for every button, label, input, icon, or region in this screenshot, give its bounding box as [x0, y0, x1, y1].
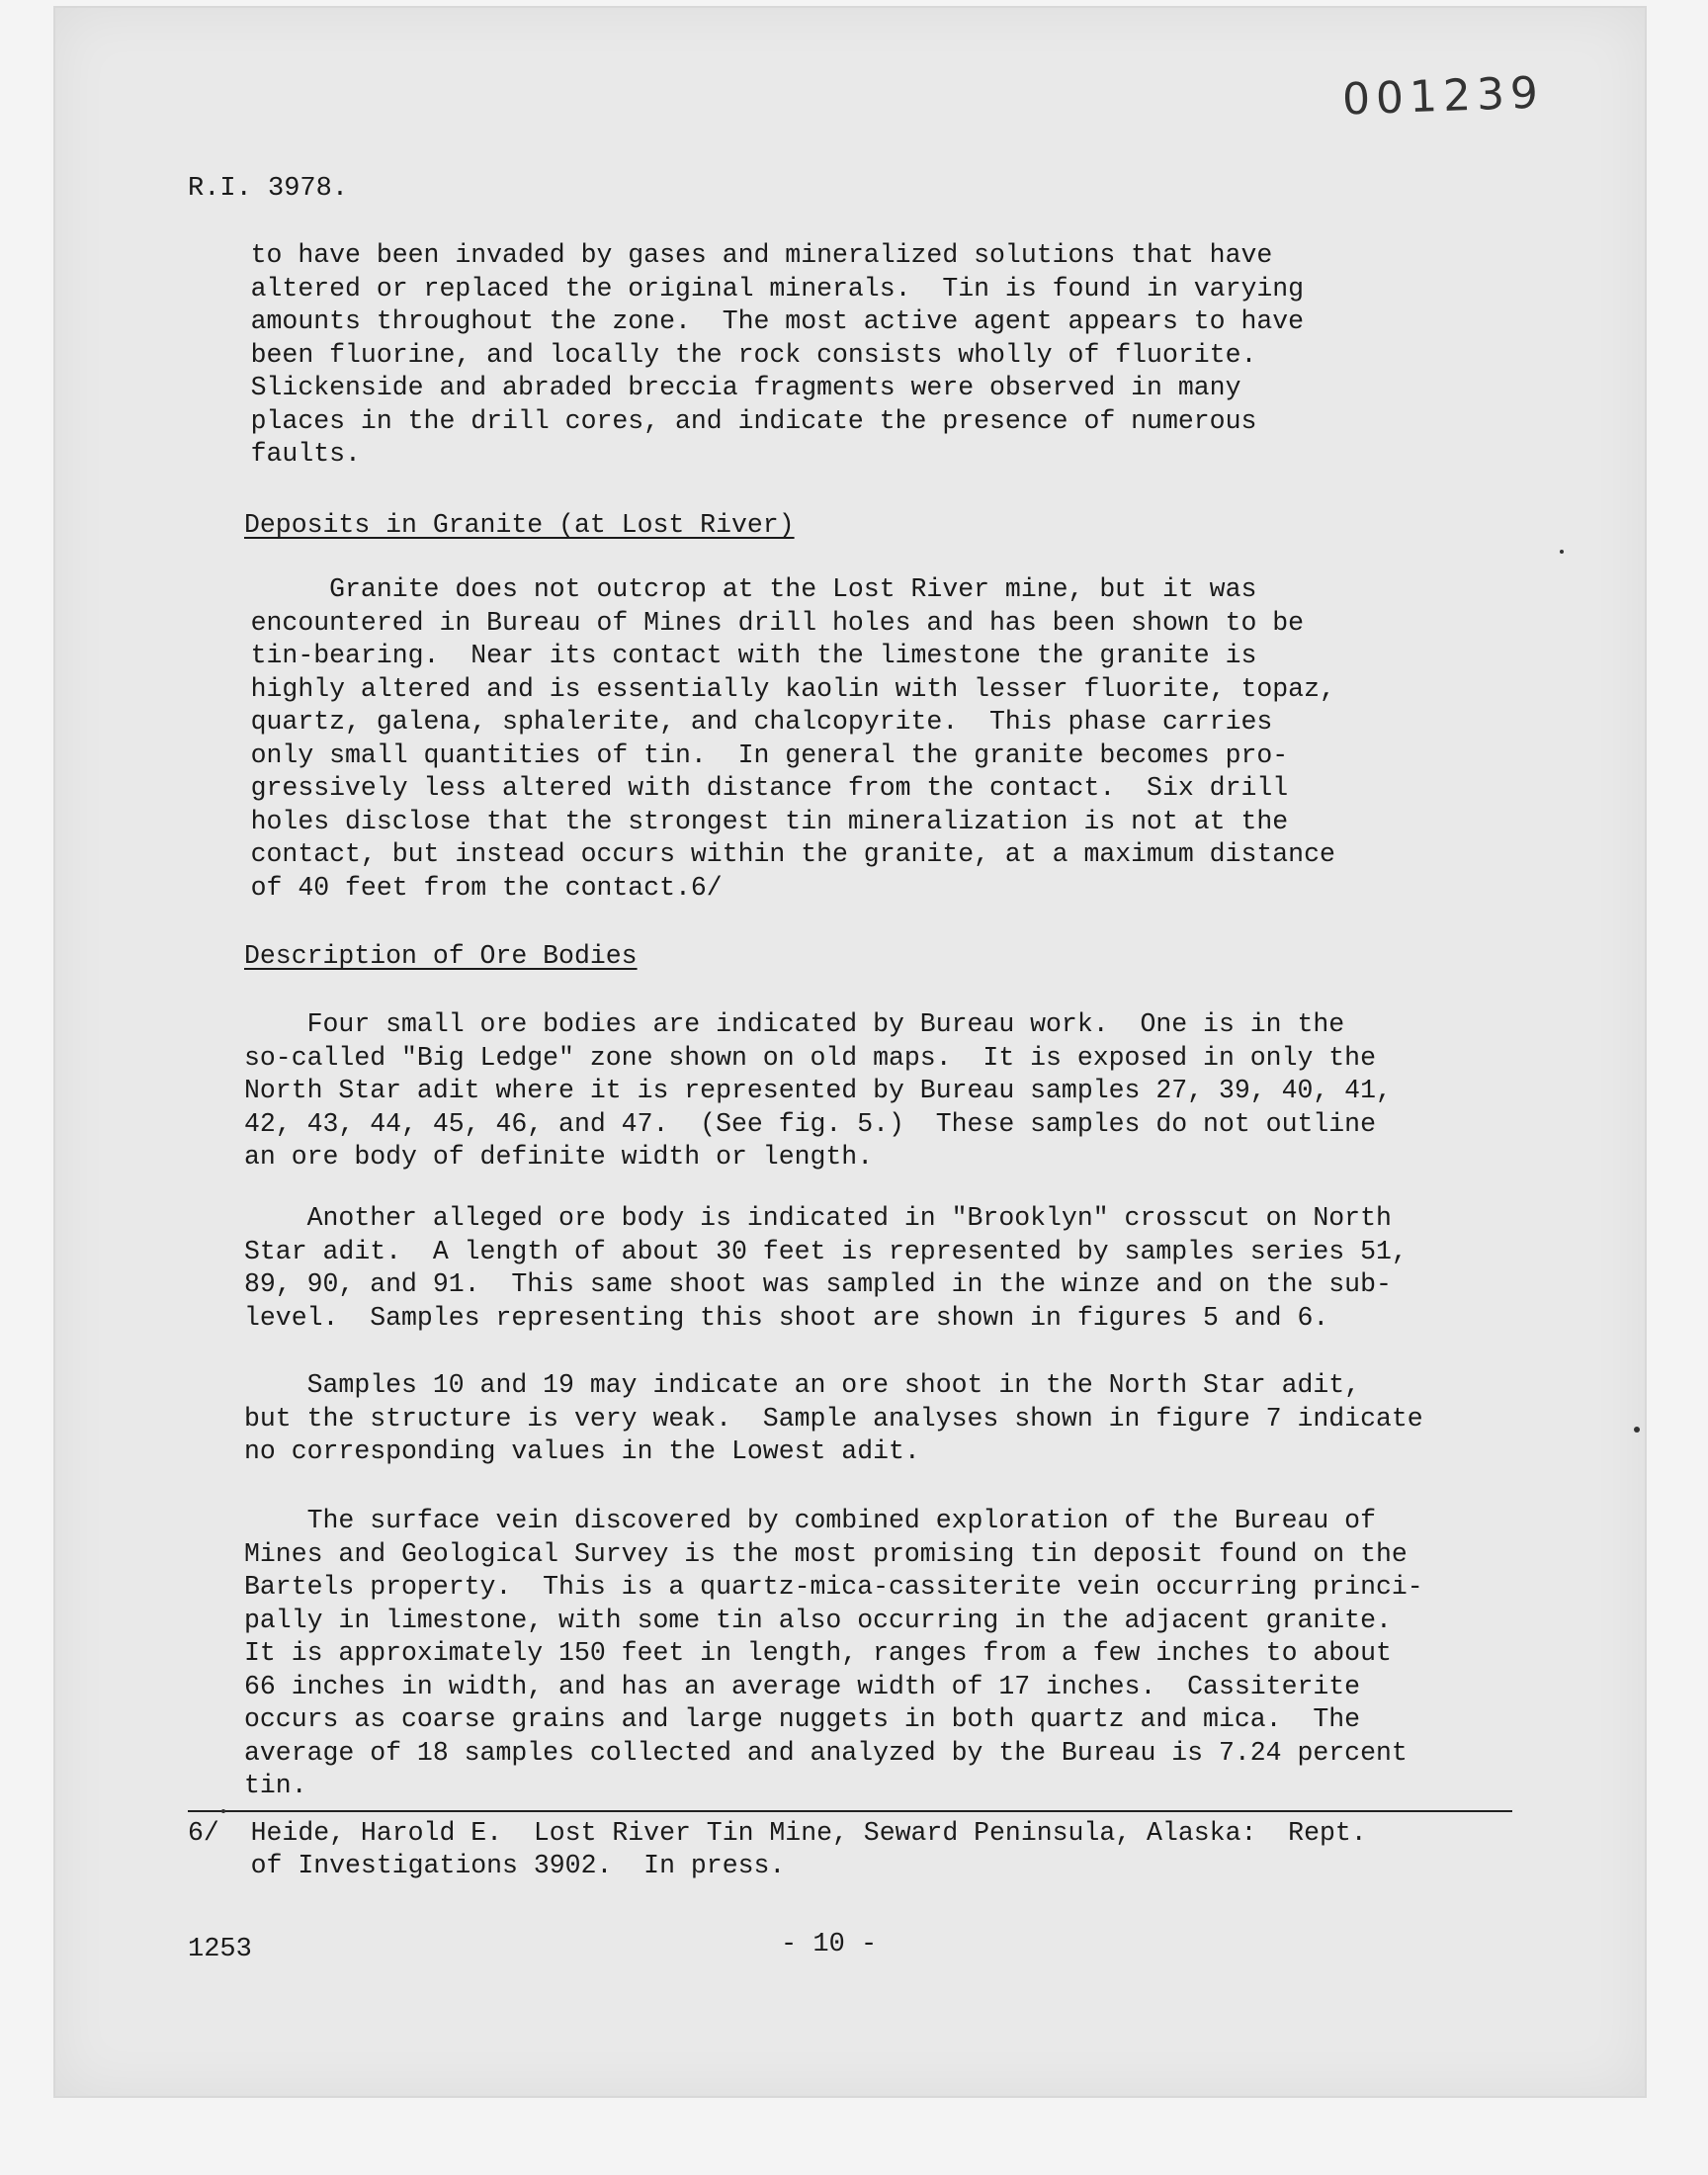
- section-heading-granite: Deposits in Granite (at Lost River): [244, 510, 795, 540]
- granite-paragraph: Granite does not outcrop at the Lost River mine, but it was encountered in Bureau of Mines drill holes and has been shown to be tin-bearing. Near its contact with the limestone the granite is highly altered and is essentially kaolin with lesser fluorite, topaz, quartz, galena, sphalerite, and chalcopyrite. This phase carries only small quantities of tin. In general the granite becomes pro- gressively less altered with distance from the contact. Six drill holes disclose that the strongest tin mineralization is not at the contact, but instead occurs within the granite, at a maximum distance of 40 feet from the contact.6/: [250, 574, 1335, 903]
- footnote: 6/ Heide, Harold E. Lost River Tin Mine, Seward Peninsula, Alaska: Rept. of Investigations 3902. In press.: [188, 1818, 1367, 1880]
- ink-speck: [1634, 1427, 1640, 1433]
- ore-paragraph-4: The surface vein discovered by combined exploration of the Bureau of Mines and Geological Survey is the most promising tin deposit found on the Bartels property. This is a quartz-mica-cassiterite vein occurring princi- pally in limestone, with some tin also occurring in the adjacent granite. It is approximately 150 feet in length, ranges from a few inches to about 66 inches in width, and has an average width of 17 inches. Cassiterite occurs as coarse grains and large nuggets in both quartz and mica. The average of 18 samples collected and analyzed by the Bureau is 7.24 percent tin.: [244, 1506, 1423, 1800]
- footer-number: 1253: [188, 1935, 252, 1964]
- document-stamp-number: 001239: [1341, 67, 1545, 126]
- report-reference: R.I. 3978.: [188, 174, 349, 204]
- ore-paragraph-1: Four small ore bodies are indicated by Bureau work. One is in the so-called "Big Ledge" zone shown on old maps. It is exposed in only the North Star adit where it is represented by Bureau samples 27, 39, 40, 41, 42, 43, 44, 45, 46, and 47. (See fig. 5.) These samples do not outline an ore body of definite width or length.: [244, 1009, 1392, 1172]
- footnote-divider: [188, 1810, 1512, 1812]
- ink-speck: [221, 1809, 225, 1813]
- ore-paragraph-3: Samples 10 and 19 may indicate an ore shoot in the North Star adit, but the structure is very weak. Sample analyses shown in figure 7 indicate no corresponding values in the Lowest adit.: [244, 1370, 1423, 1466]
- page-number: - 10 -: [781, 1930, 878, 1959]
- ink-speck: [1560, 550, 1564, 554]
- section-heading-ore-bodies: Description of Ore Bodies: [244, 941, 638, 971]
- intro-paragraph: to have been invaded by gases and mineralized solutions that have altered or replaced the original minerals. Tin is found in varying amounts throughout the zone. The most active agent appears to have been fluorine, and locally the rock consists wholly of fluorite. Slickenside and abraded breccia fragments were observed in many places in the drill cores, and indicate the presence of numerous faults.: [250, 240, 1305, 469]
- ore-paragraph-2: Another alleged ore body is indicated in "Brooklyn" crosscut on North Star adit. A length of about 30 feet is represented by samples series 51, 89, 90, and 91. This same shoot was sampled in the winze and on the sub- level. Samples representing this shoot are shown in figures 5 and 6.: [244, 1203, 1408, 1333]
